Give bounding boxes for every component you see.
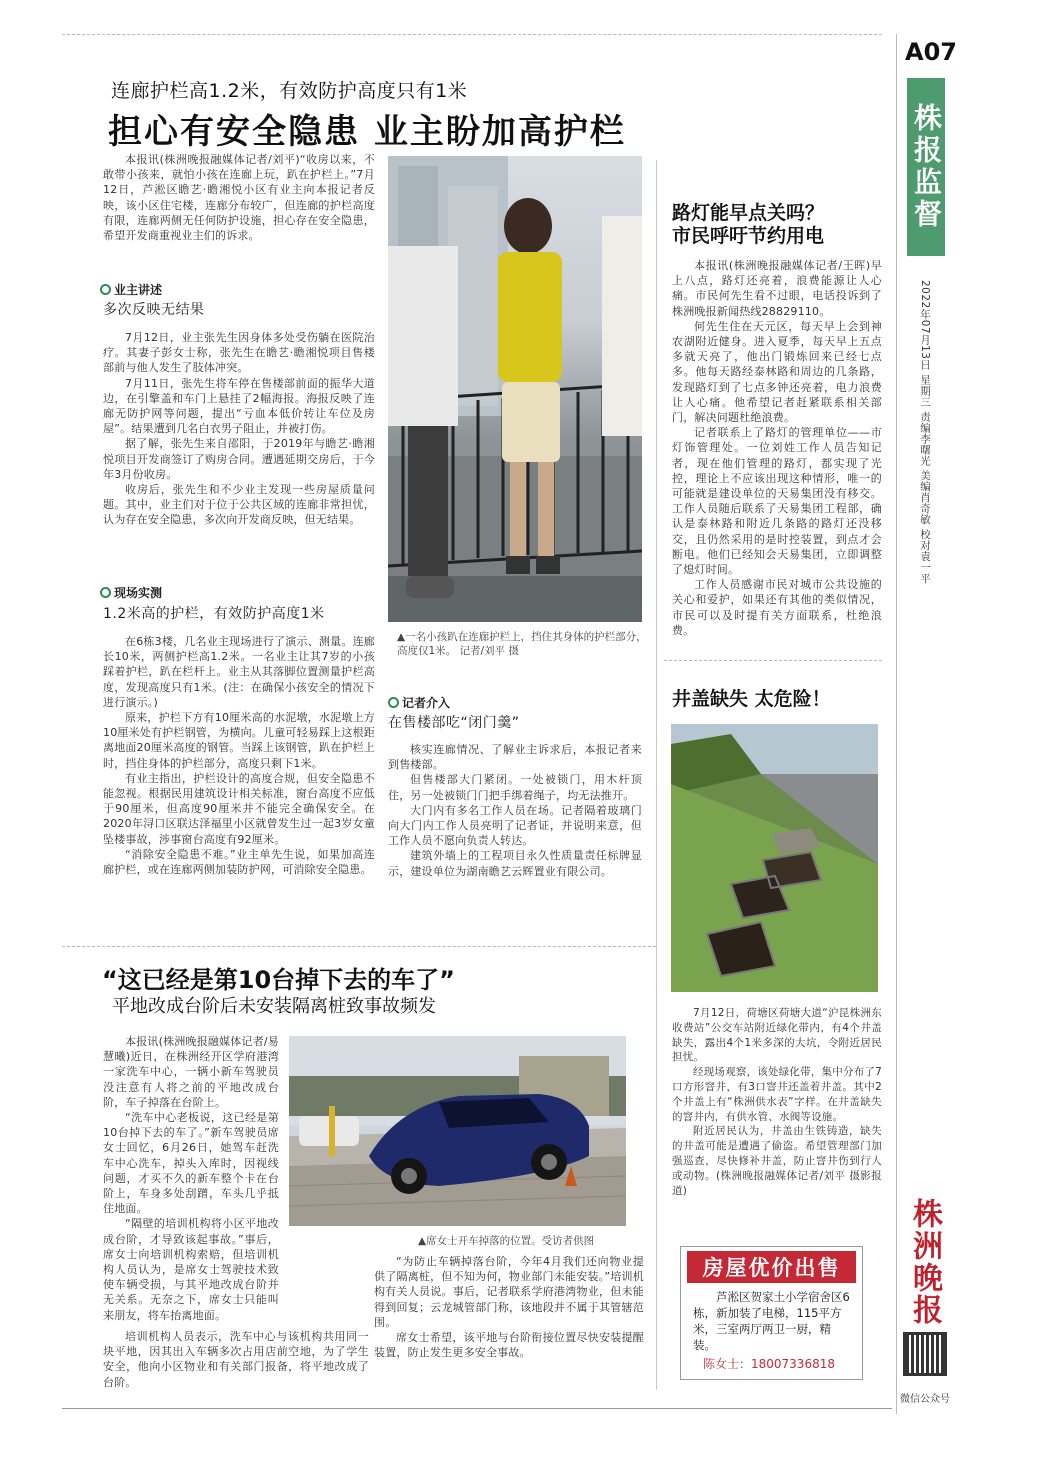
story4-subhead: 平地改成台阶后未安装隔离桩致事故频发 bbox=[112, 996, 436, 1017]
story2-headline2: 市民呼吁节约用电 bbox=[672, 225, 825, 247]
story1-kicker: 连廊护栏高1.2米，有效防护高度只有1米 bbox=[111, 80, 468, 102]
balcony-illustration bbox=[388, 156, 642, 622]
section-header-owner: 业主讲述 bbox=[100, 281, 162, 298]
column-tag: 株报监督 bbox=[907, 78, 945, 256]
dateline: 2022年07月13日 星期三 责编李曙光 美编肖奇敏 校对袁一平 bbox=[919, 280, 931, 584]
page-number: A07 bbox=[905, 38, 957, 66]
section-dot-icon bbox=[388, 697, 399, 708]
section-title-reporter: 在售楼部吃“闭门羹” bbox=[388, 715, 520, 731]
housing-ad-body: 芦淞区贺家土小学宿舍区6栋，新加装了电梯，115平方米，三室两厅两卫一厨，精装。 bbox=[693, 1290, 850, 1352]
car-illustration bbox=[289, 1036, 626, 1226]
story1-lead: 本报讯(株洲晚报融媒体记者/刘平)“收房以来，不敢带小孩来，就怕小孩在连廊上玩，趴在护栏上。”7月12日，芦淞区瞻艺·瞻湘悦小区有业主向本报记者反映，该小区住宅楼，连廊分布较广，但连廊的护栏高度有限，连廊两侧无任何防护设施，担心存在安全隐患，希望开发商重视业主们的诉求。 bbox=[103, 153, 375, 243]
story2-headline: 路灯能早点关吗？ bbox=[672, 202, 825, 224]
story4-body-right: “为防止车辆掉落台阶，今年4月我们还向物业提供了隔离桩，但不知为何，物业部门未能安装。”培训机构有关人员说。事后，记者联系学府港湾物业，但未能得到回复；云龙城管部门称，该地段并不属于其管辖范围。 席女士希望，该平地与台阶衔接位置尽快安装提醒装置，防止发生更多安全事故。 bbox=[374, 1255, 644, 1360]
section-title-owner: 多次反映无结果 bbox=[103, 302, 205, 318]
qr-label: 微信公众号 bbox=[900, 1394, 950, 1405]
manhole-photo bbox=[671, 724, 878, 992]
section-dot-icon bbox=[100, 284, 111, 295]
qr-code bbox=[903, 1332, 947, 1376]
housing-ad-title: 房屋优价出售 bbox=[687, 1251, 856, 1283]
car-photo-caption: ▲席女士开车掉落的位置。受访者供图 bbox=[418, 1235, 595, 1247]
section-header-reporter: 记者介入 bbox=[388, 694, 450, 711]
story1-headline: 担心有安全隐患 业主盼加高护栏 bbox=[108, 112, 626, 152]
balcony-photo bbox=[388, 156, 642, 622]
story4-body-bottom: 培训机构人员表示，洗车中心与该机构共用同一块平地，因其出入车辆多次占用店前空地，为了学生安全，他向小区物业和有关部门报备，将平地改成了台阶。 bbox=[103, 1330, 369, 1389]
story1-section3-body: 核实连廊情况、了解业主诉求后，本报记者来到售楼部。 但售楼部大门紧闭。一处被锁门，用木杆顶住，另一处被锁门门把手绑着绳子，均无法推开。 大门内有多名工作人员在场。记者隔着玻璃门向大门内工作人员亮明了记者证，并说明来意，但工作人员不愿向负责人转达。 建筑外墙上的工程项目永久性质量责任标牌显示，建设单位为湖南瞻艺云辉置业有限公司。 bbox=[388, 743, 642, 878]
housing-ad-contact: 陈女士：18007336818 bbox=[703, 1357, 835, 1371]
story1-section1-body: 7月12日，业主张先生因身体多处受伤躺在医院治疗。其妻子彭女士称，张先生在瞻艺·瞻湘悦项目售楼部前与他人发生了肢体冲突。 7月11日，张先生将车停在售楼部前面的振华大道边，在引擎盖和车门上悬挂了2幅海报。海报反映了连廊无防护网等问题，提出“亏血本低价转让车位及房屋”。结果遭到几名白衣男子阻止，并被打伤。 据了解，张先生来自邵阳，于2019年与瞻艺·瞻湘悦项目开发商签订了购房合同。遭遇延期交房后，于今年3月份收房。 收房后，张先生和不少业主发现一些房屋质量问题。其中，业主们对于位于公共区域的连廊非常担忧，认为存在安全隐患，多次向开发商反映，但无结果。 bbox=[103, 331, 375, 527]
masthead-logo: 株洲晚报 bbox=[907, 1198, 942, 1326]
section-header-onsite: 现场实测 bbox=[100, 584, 162, 601]
story1-section2-body: 在6栋3楼，几名业主现场进行了演示、测量。连廊长10米，两侧护栏高1.2米。一名业主让其7岁的小孩踩着护栏，趴在栏杆上。业主从其落脚位置测量护栏高度，发现高度只有1米。(注：在确保小孩安全的情况下进行演示。) 原来，护栏下方有10厘米高的水泥墩，水泥墩上方10厘米处有护栏钢管，为横向。儿童可轻易踩上这根距离地面20厘米高度的钢管。当踩上该钢管，趴在护栏上时，挡住身体的护栏部分，高度只剩下1米。 有业主指出，护栏设计的高度合规，但安全隐患不能忽视。根据民用建筑设计相关标准，窗台高度不应低于90厘米，但高度90厘米并不能完全确保安全。在2020年浔口区联达泽福里小区就曾发生过一起3岁女童坠楼事故，涉事窗台高度有92厘米。 “消除安全隐患不难。”业主单先生说，如果加高连廊护栏，或在连廊两侧加装防护网，可消除安全隐患。 bbox=[103, 635, 375, 877]
story3-headline: 井盖缺失 太危险！ bbox=[672, 688, 831, 710]
story2-body: 本报讯(株洲晚报融媒体记者/王晖)早上八点，路灯还亮着，浪费能源让人心痛。市民何先生看不过眼，电话投诉到了株洲晚报新闻热线28829110。 何先生住在天元区，每天早上会到神农湖附近健身。进入夏季，每天早上五点多就天亮了，他出门锻炼回来已经七点多。他每天路经泰林路和周边的几条路，发现路灯到了七点多钟还亮着，电力浪费让人心痛。他希望记者赶紧联系相关部门，解决问题杜绝浪费。 记者联系上了路灯的管理单位——市灯饰管理处。一位刘姓工作人员告知记者，现在他们管理的路灯，都实现了光控，理论上不应该出现这种情形，唯一的可能就是建设单位的天易集团没有移交。工作人员随后联系了天易集团工程部，确认是泰林路和附近几条路的路灯还没移交，且仍然采用的是时控装置，到点才会断电。他们已经知会天易集团，立即调整了熄灯时间。 工作人员感谢市民对城市公共设施的关心和爱护，如果还有其他的类似情况，市民可以及时提有关方面联系，杜绝浪费。 bbox=[672, 259, 882, 637]
section-dot-icon bbox=[100, 587, 111, 598]
car-photo bbox=[289, 1036, 626, 1226]
story4-kicker: “这已经是第10台掉下去的车了” bbox=[102, 966, 455, 994]
section-title-onsite: 1.2米高的护栏，有效防护高度1米 bbox=[103, 606, 325, 622]
balcony-photo-caption: ▲一名小孩趴在连廊护栏上，挡住其身体的护栏部分，高度仅1米。 记者/刘平 摄 bbox=[397, 631, 647, 657]
housing-ad bbox=[680, 1246, 863, 1380]
story4-body-left: 本报讯(株洲晚报融媒体记者/易慧曦)近日，在株洲经开区学府港湾一家洗车中心，一辆小新车驾驶员没注意有人将之前的平地改成台阶，车子掉落在台阶上。 “洗车中心老板说，这已经是第10台掉下去的车了。”新车驾驶员席女士回忆，6月26日，她驾车赶洗车中心洗车，掉头入库时，因视线问题，才买不久的新车整个卡在台阶上，车身多处刮蹭，车头几乎抵住地面。 “隔壁的培训机构将小区平地改成台阶，才导致该起事故。”事后，席女士向培训机构索赔，但培训机构人员认为，是席女士驾驶技术致使车辆受损，与其平地改成台阶并无关系。无奈之下，席女士只能叫来朋友，将车抬离地面。 bbox=[103, 1035, 279, 1322]
story3-body: 7月12日，荷塘区荷塘大道“沪昆株洲东收费站”公交车站附近绿化带内，有4个井盖缺失，露出4个1米多深的大坑，令附近居民担忧。 经现场观察，该处绿化带，集中分布了7口方形窨井，有3口窨井还盖着井盖。其中2个井盖上有“株洲供水表”字样。在井盖缺失的窨井内，有供水管、水阀等设施。 附近居民认为，井盖由生铁铸造，缺失的井盖可能是遭遇了偷盗。希望管理部门加强巡查，尽快修补井盖，防止窨井伤到行人或动物。(株洲晚报融媒体记者/刘平 摄影报道) bbox=[672, 1007, 882, 1197]
manhole-illustration bbox=[671, 724, 878, 992]
